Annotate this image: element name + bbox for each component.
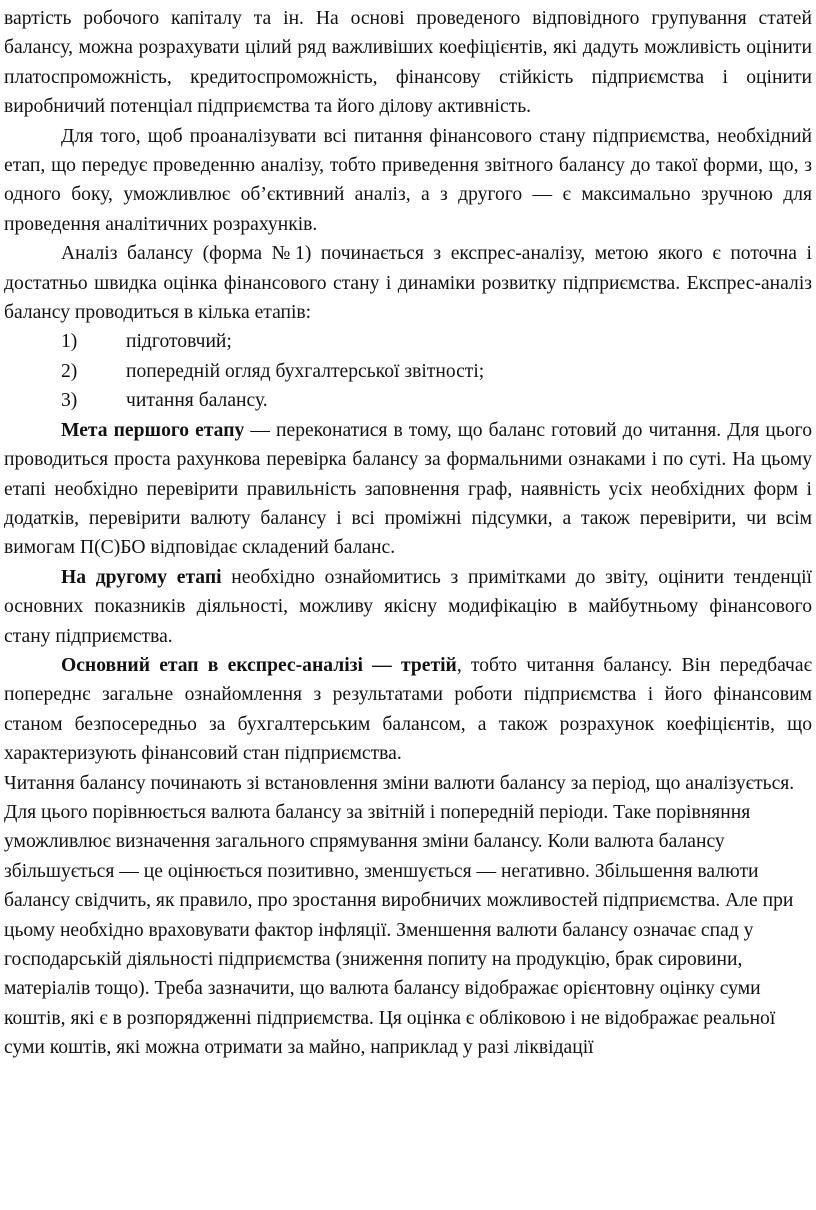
list-item-text: попередній огляд бухгалтерської звітності; bbox=[126, 360, 485, 382]
list-item bbox=[4, 327, 812, 356]
paragraph-express-analysis: Аналіз балансу (форма №1) починається з експрес-аналізу, метою якого є поточна і достатньо швидка оцінка фінансового стану і динаміки розвитку підприємства. Експрес-аналіз балансу проводиться в кілька етапів: bbox=[4, 243, 812, 324]
list-item bbox=[4, 386, 812, 415]
second-stage-heading: На другому етапі bbox=[61, 566, 222, 588]
list-item-number: 1) bbox=[61, 331, 78, 353]
list-item-text: читання балансу. bbox=[126, 390, 268, 412]
paragraph-first-stage bbox=[4, 416, 812, 563]
paragraph-balance-preparation: Для того, щоб проаналізувати всі питання фінансового стану підприємства, необхідний етап, що передує проведенню аналізу, тобто приведення звітного балансу до такої форми, що, з одного боку, уможливлює об’єктивний аналіз, а з другого — є максимально зручною для проведення аналітичних розрахунків. bbox=[4, 125, 812, 235]
first-stage-heading: Мета першого етапу bbox=[61, 419, 245, 441]
list-item-text: підготовчий; bbox=[126, 331, 232, 353]
list-item-number: 2) bbox=[61, 360, 78, 382]
paragraph-second-stage bbox=[4, 563, 812, 651]
list-item bbox=[4, 357, 812, 386]
third-stage-heading: Основний етап в експрес-аналізі — третій bbox=[61, 654, 457, 676]
paragraph-balance-reading: Читання балансу починають зі встановлення зміни валюти балансу за період, що аналізується. Для цього порівнюється валюта балансу за звітній і попередній періоди. Таке порівняння уможливлює визначення загального спрямування зміни балансу. Коли валюта балансу збільшується — це оцінюється позитивно, зменшується — негативно. Збільшення валюти балансу свідчить, як правило, про зростання виробничих можливостей підприємства. Але при цьому необхідно враховувати фактор інфляції. Зменшення валюти балансу означає спад у господарській діяльності підприємства (зниження попиту на продукцію, брак сировини, матеріалів тощо). Треба зазначити, що валюта балансу відображає орієнтовну оцінку суми коштів, які є в розпорядженні підприємства. Ця оцінка є обліковою і не відображає реальної суми коштів, які можна отримати за майно, наприклад у разі ліквідації bbox=[4, 772, 795, 1059]
list-item-number: 3) bbox=[61, 390, 78, 412]
third-stage-text: , тобто читання балансу. Він передбачає попереднє загальне ознайомлення з результатами роботи підприємства і його фінансовим станом безпосередньо за бухгалтерським балансом, а також розрахунок коефіцієнтів, що характеризують фінансовий стан підприємства. bbox=[4, 654, 812, 765]
first-stage-text: — переконатися в тому, що баланс готовий до читання. Для цього проводиться проста рахункова перевірка балансу за формальними ознаками і по суті. На цьому етапі необхідно перевірити правильність заповнення граф, наявність усіх необхідних форм і додатків, перевірити валюту балансу і всі проміжні підсумки, а також перевірити, чи всім вимогам П(С)БО відповідає складений баланс. bbox=[4, 419, 812, 559]
paragraph-capital-groups: вартість робочого капіталу та ін. На основі проведеного відповідного групування статей балансу, можна розрахувати цілий ряд важливіших коефіцієнтів, які дадуть можливість оцінити платоспроможність, кредитоспроможність, фінансову стійкість підприємства і оцінити виробничий потенціал підприємства та його ділову активність. bbox=[4, 8, 812, 118]
second-stage-text: необхідно ознайомитись з примітками до звіту, оцінити тенденції основних показників діяльності, можливу якісну модифікацію в майбутньому фінансового стану підприємства. bbox=[4, 566, 812, 647]
stages-list bbox=[4, 327, 812, 415]
paragraph-third-stage bbox=[4, 651, 812, 769]
